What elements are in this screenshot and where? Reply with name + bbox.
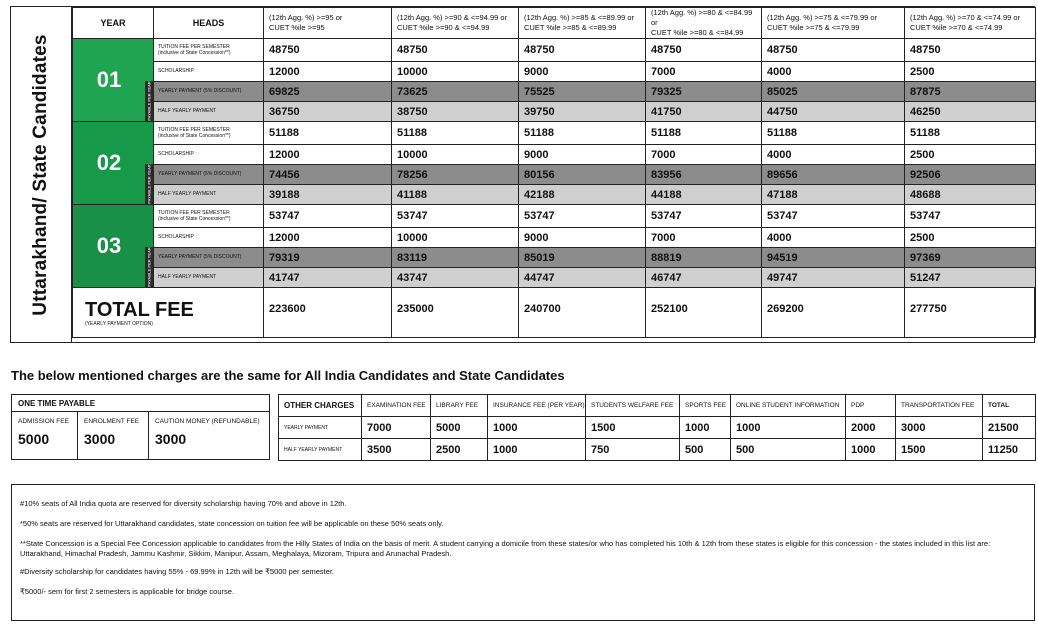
fee-row (73, 39, 1036, 62)
head-label: SCHOLARSHIP (154, 145, 264, 165)
fee-value: 48750 (392, 39, 519, 62)
fee-value: 44747 (519, 268, 646, 288)
fee-value: 12000 (264, 228, 392, 248)
fee-value: 51188 (519, 122, 646, 145)
fee-value: 2500 (905, 228, 1036, 248)
header-row (73, 8, 1036, 39)
other-charges-value: 21500 (983, 417, 1036, 439)
other-charges-half-yearly-row (279, 439, 1036, 461)
other-charges-header-row (279, 395, 1036, 417)
fee-row (73, 122, 1036, 145)
column-header: (12th Agg. %) >=80 & <=84.99 or CUET %ile >=80 & <=84.99 (646, 8, 762, 39)
heads-header: HEADS (154, 8, 264, 39)
year-label: 02 (96, 150, 122, 175)
fee-value: 48750 (519, 39, 646, 62)
total-title: TOTAL FEE (85, 298, 194, 321)
other-charges-row-label: HALF YEARLY PAYMENT (279, 439, 362, 461)
total-value: 269200 (762, 288, 905, 338)
fee-value: 2500 (905, 62, 1036, 82)
total-value: 235000 (392, 288, 519, 338)
other-charges-header: TRANSPORTATION FEE (896, 395, 983, 417)
fee-row (73, 82, 1036, 102)
other-charges-header: INSURANCE FEE (PER YEAR) (488, 395, 586, 417)
other-charges-value: 1000 (488, 439, 586, 461)
fee-value: 74456 (264, 165, 392, 185)
fee-value: 7000 (646, 145, 762, 165)
fee-row (73, 248, 1036, 268)
fee-value: 73625 (392, 82, 519, 102)
other-charges-value: 500 (731, 439, 846, 461)
payable-strip-label: PAYABLE PER YEAR (146, 81, 152, 121)
fee-row (73, 165, 1036, 185)
other-charges-header: STUDENTS WELFARE FEE (586, 395, 680, 417)
fee-value: 48750 (264, 39, 392, 62)
fee-value: 53747 (646, 205, 762, 228)
fee-value: 38750 (392, 102, 519, 122)
head-label: SCHOLARSHIP (154, 62, 264, 82)
fee-value: 83956 (646, 165, 762, 185)
other-charges-value: 750 (586, 439, 680, 461)
fee-value: 85025 (762, 82, 905, 102)
fee-value: 78256 (392, 165, 519, 185)
note-diversity-quota: #10% seats of All India quota are reserved for diversity scholarship having 70% and above in 12th. (20, 499, 347, 508)
fee-grid (72, 7, 1036, 338)
fee-row (73, 145, 1036, 165)
other-charges-value: 11250 (983, 439, 1036, 461)
fee-value: 85019 (519, 248, 646, 268)
column-header: (12th Agg. %) >=70 & <=74.99 or CUET %ile >=70 & <=74.99 (905, 8, 1036, 39)
other-charges-header: EXAMINATION FEE (362, 395, 431, 417)
one-time-payable-table (11, 394, 270, 460)
fee-value: 48688 (905, 185, 1036, 205)
fee-value: 46747 (646, 268, 762, 288)
total-value: 223600 (264, 288, 392, 338)
fee-row (73, 268, 1036, 288)
fee-value: 79319 (264, 248, 392, 268)
fee-value: 79325 (646, 82, 762, 102)
fee-value: 48750 (646, 39, 762, 62)
other-charges-table (278, 394, 1036, 461)
payable-strip-label: PAYABLE PER YEAR (146, 247, 152, 287)
fee-value: 41750 (646, 102, 762, 122)
fee-structure-table (10, 6, 1035, 343)
other-charges-header: SPORTS FEE (680, 395, 731, 417)
total-value: 277750 (905, 288, 1036, 338)
fee-value: 4000 (762, 62, 905, 82)
fee-value: 51188 (762, 122, 905, 145)
notes-box (11, 484, 1035, 621)
payable-strip-label: PAYABLE PER YEAR (146, 164, 152, 204)
fee-value: 10000 (392, 228, 519, 248)
fee-value: 51188 (392, 122, 519, 145)
head-label: TUITION FEE PER SEMESTER (inclusive of State Concession**) (154, 122, 264, 145)
year-cell (73, 39, 154, 122)
other-charges-header: LIBRARY FEE (431, 395, 488, 417)
fee-value: 49747 (762, 268, 905, 288)
total-value: 252100 (646, 288, 762, 338)
column-header: (12th Agg. %) >=90 & <=94.99 or CUET %ile >=90 & <=94.99 (392, 8, 519, 39)
one-time-title: ONE TIME PAYABLE (12, 395, 269, 412)
year-cell (73, 122, 154, 205)
admission-fee-value: 5000 (18, 431, 50, 447)
head-label: YEARLY PAYMENT (5% DISCOUNT) (154, 82, 264, 102)
head-label: SCHOLARSHIP (154, 228, 264, 248)
column-header: (12th Agg. %) >=75 & <=79.99 or CUET %ile >=75 & <=79.99 (762, 8, 905, 39)
admission-fee-label: ADMISSION FEE (18, 418, 69, 425)
fee-value: 47188 (762, 185, 905, 205)
fee-value: 87875 (905, 82, 1036, 102)
other-charges-value: 1000 (488, 417, 586, 439)
fee-value: 46250 (905, 102, 1036, 122)
total-label-cell (73, 288, 264, 338)
payable-strip (145, 205, 153, 287)
fee-value: 51188 (646, 122, 762, 145)
caution-money-cell (149, 412, 269, 459)
note-bridge-course: ₹5000/- sem for first 2 semesters is applicable for bridge course. (20, 587, 235, 596)
enrolment-fee-cell (78, 412, 149, 459)
head-label: YEARLY PAYMENT (5% DISCOUNT) (154, 165, 264, 185)
fee-value: 36750 (264, 102, 392, 122)
fee-value: 80156 (519, 165, 646, 185)
note-state-concession: **State Concession is a Special Fee Concession applicable to candidates from the Hilly States of India on the basis of merit. A student carrying a domicile from these states/or who has completed his 10th & 12th from these states is eligible for this concession - the states included in this list are: Uttarakhand, Himachal Pradesh, Jammu Kashmir, Sikkim, Manipur, Assam, Meghalaya, Mizoram, Tripura and Arunachal Pradesh. (20, 539, 991, 558)
fee-value: 51247 (905, 268, 1036, 288)
fee-value: 9000 (519, 228, 646, 248)
fee-value: 75525 (519, 82, 646, 102)
column-header: (12th Agg. %) >=85 & <=89.99 or CUET %ile >=85 & <=89.99 (519, 8, 646, 39)
other-charges-row-label: YEARLY PAYMENT (279, 417, 362, 439)
fee-value: 94519 (762, 248, 905, 268)
fee-value: 9000 (519, 62, 646, 82)
other-charges-value: 1500 (896, 439, 983, 461)
year-header: YEAR (73, 8, 154, 39)
other-charges-yearly-row (279, 417, 1036, 439)
fee-value: 4000 (762, 228, 905, 248)
other-charges-value: 1000 (731, 417, 846, 439)
fee-value: 53747 (264, 205, 392, 228)
fee-value: 39188 (264, 185, 392, 205)
other-charges-value: 1500 (586, 417, 680, 439)
fee-row (73, 205, 1036, 228)
year-label: 01 (96, 67, 122, 92)
head-label: TUITION FEE PER SEMESTER (inclusive of State Concession**) (154, 39, 264, 62)
other-charges-header: PDP (846, 395, 896, 417)
fee-value: 43747 (392, 268, 519, 288)
fee-value: 41188 (392, 185, 519, 205)
head-label: HALF YEARLY PAYMENT (154, 268, 264, 288)
other-charges-value: 7000 (362, 417, 431, 439)
fee-value: 92506 (905, 165, 1036, 185)
other-charges-value: 1000 (846, 439, 896, 461)
fee-value: 83119 (392, 248, 519, 268)
other-charges-header: ONLINE STUDENT INFORMATION (731, 395, 846, 417)
fee-value: 10000 (392, 145, 519, 165)
fee-row (73, 185, 1036, 205)
fee-value: 51188 (264, 122, 392, 145)
year-label: 03 (96, 233, 122, 258)
fee-value: 2500 (905, 145, 1036, 165)
common-charges-note: The below mentioned charges are the same for All India Candidates and State Candidates (11, 368, 565, 383)
total-subtitle: (YEARLY PAYMENT OPTION) (85, 320, 153, 327)
fee-value: 53747 (905, 205, 1036, 228)
fee-value: 12000 (264, 62, 392, 82)
admission-fee-cell (12, 412, 78, 459)
other-charges-value: 500 (680, 439, 731, 461)
year-cell (73, 205, 154, 288)
other-charges-header: TOTAL (983, 395, 1036, 417)
head-label: YEARLY PAYMENT (5% DISCOUNT) (154, 248, 264, 268)
head-label: HALF YEARLY PAYMENT (154, 185, 264, 205)
side-title-cell (11, 7, 72, 342)
caution-money-value: 3000 (155, 431, 187, 447)
fee-value: 41747 (264, 268, 392, 288)
fee-value: 12000 (264, 145, 392, 165)
other-charges-value: 3500 (362, 439, 431, 461)
fee-row (73, 62, 1036, 82)
caution-money-label: CAUTION MONEY (REFUNDABLE) (155, 418, 260, 425)
enrolment-fee-value: 3000 (84, 431, 116, 447)
fee-value: 7000 (646, 228, 762, 248)
fee-value: 4000 (762, 145, 905, 165)
note-state-seats: *50% seats are reserved for Uttarakhand candidates, state concession on tuition fee will be applicable on these 50% seats only. (20, 519, 444, 528)
payable-strip (145, 39, 153, 121)
fee-value: 88819 (646, 248, 762, 268)
fee-value: 89656 (762, 165, 905, 185)
note-diversity-scholarship: #Diversity scholarship for candidates having 55% - 69.99% in 12th will be ₹5000 per semester. (20, 567, 335, 576)
head-label: HALF YEARLY PAYMENT (154, 102, 264, 122)
fee-value: 9000 (519, 145, 646, 165)
other-charges-value: 1000 (680, 417, 731, 439)
fee-value: 53747 (762, 205, 905, 228)
total-row (73, 288, 1036, 338)
other-charges-value: 2500 (431, 439, 488, 461)
total-value: 240700 (519, 288, 646, 338)
fee-value: 44750 (762, 102, 905, 122)
fee-value: 48750 (905, 39, 1036, 62)
fee-row (73, 102, 1036, 122)
fee-value: 39750 (519, 102, 646, 122)
other-charges-value: 5000 (431, 417, 488, 439)
fee-value: 44188 (646, 185, 762, 205)
fee-value: 97369 (905, 248, 1036, 268)
fee-value: 53747 (519, 205, 646, 228)
fee-row (73, 228, 1036, 248)
fee-value: 51188 (905, 122, 1036, 145)
fee-value: 7000 (646, 62, 762, 82)
payable-strip (145, 122, 153, 204)
fee-value: 69825 (264, 82, 392, 102)
fee-value: 53747 (392, 205, 519, 228)
other-charges-title: OTHER CHARGES (279, 395, 362, 417)
column-header: (12th Agg. %) >=95 or CUET %ile >=95 (264, 8, 392, 39)
other-charges-value: 3000 (896, 417, 983, 439)
fee-value: 10000 (392, 62, 519, 82)
other-charges-value: 2000 (846, 417, 896, 439)
head-label: TUITION FEE PER SEMESTER (inclusive of State Concession**) (154, 205, 264, 228)
fee-value: 48750 (762, 39, 905, 62)
enrolment-fee-label: ENROLMENT FEE (84, 418, 140, 425)
side-title: Uttarakhand/ State Candidates (30, 33, 51, 316)
fee-value: 42188 (519, 185, 646, 205)
